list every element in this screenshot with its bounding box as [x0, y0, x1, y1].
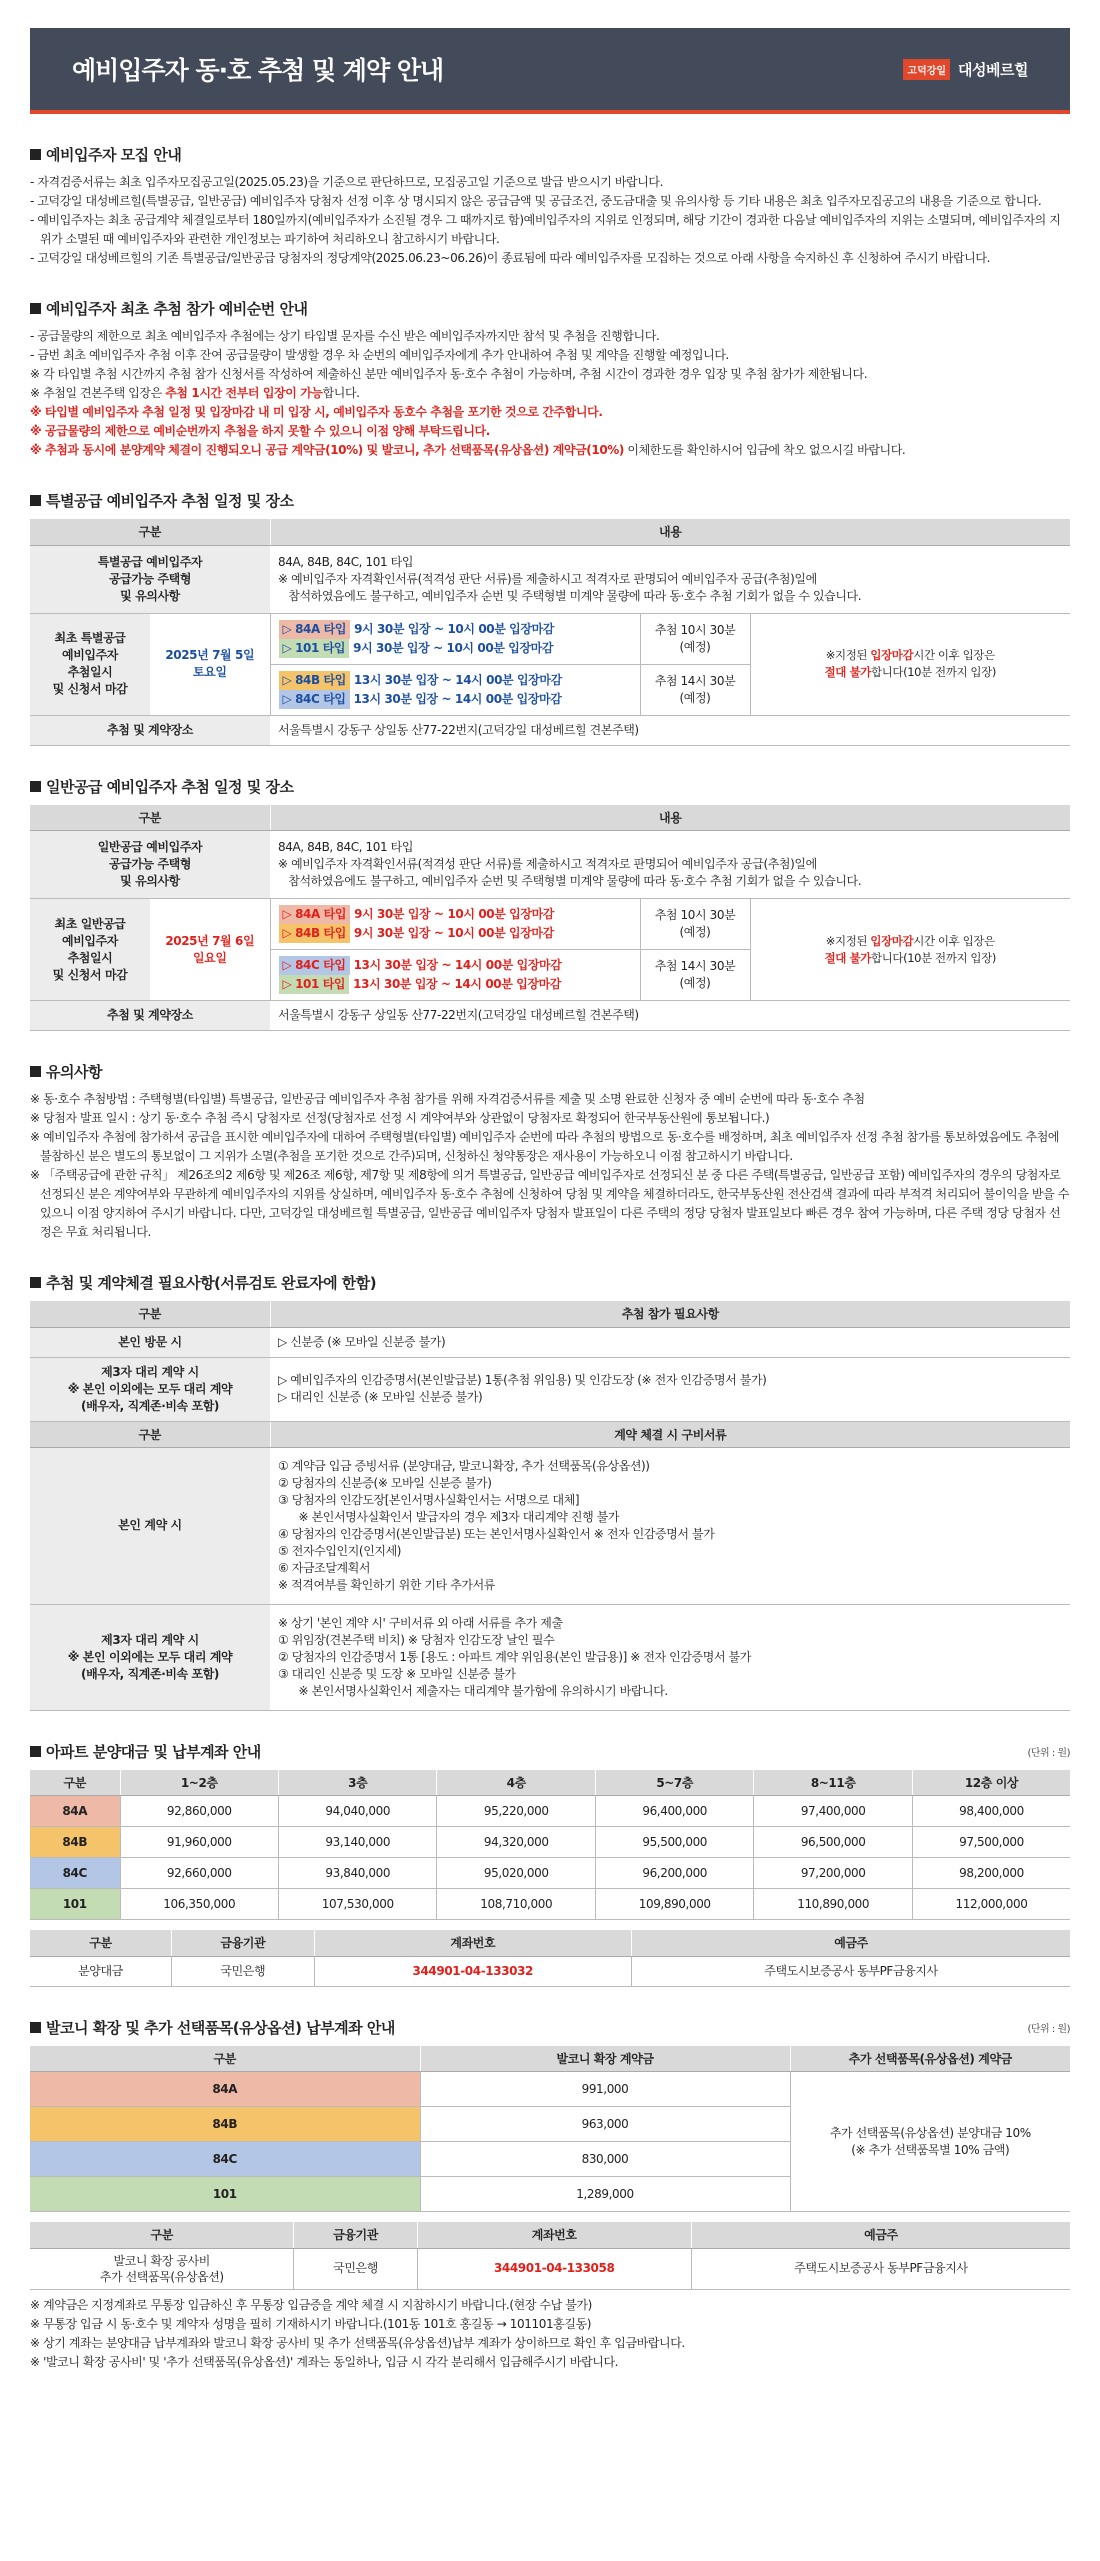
draw-date: 2025년 7월 6일 일요일 — [150, 899, 270, 1001]
account-type: 발코니 확장 공사비 추가 선택품목(유상옵션) — [30, 2248, 294, 2289]
col-header: 예금주 — [631, 1930, 1070, 1956]
note-warning: ※ 추첨과 동시에 분양계약 체결이 진행되오니 공급 계약금(10%) 및 발코니, 추가 선택품목(유상옵션) 계약금(10%) 이체한도를 확인하시어 입금에 착오 없으시길 바랍니다. — [30, 443, 906, 457]
schedule-table — [30, 805, 1070, 1032]
note: ※ 예비입주자 자격확인서류(적격성 판단 서류)를 제출하시고 적격자로 판명되어 예비입주자 공급(추첨)일에 참석하였음에도 불구하고, 예비입주자 순번 및 주택형별 미계약 물량에 따라 동·호수 추첨 기회가 없을 수 있습니다. — [278, 857, 862, 888]
price-cell: 108,710,000 — [437, 1889, 595, 1920]
time-slot — [279, 620, 632, 639]
time-slots — [270, 899, 640, 950]
bullet-square-icon — [30, 2022, 41, 2033]
draw-time: 추첨 14시 30분 (예정) — [640, 950, 750, 1001]
col-header: 1~2층 — [120, 1770, 278, 1796]
notes-list — [30, 1090, 1070, 1242]
slot-time: 13시 30분 입장 ~ 14시 00분 입장마감 — [353, 691, 562, 706]
price-cell: 92,860,000 — [120, 1796, 278, 1827]
row-content: ▷ 예비입주자의 인감증명서(본인발급분) 1통(추첨 위임용) 및 인감도장 (※ 전자 인감증명서 불가) ▷ 대리인 신분증 (※ 모바일 신분증 불가) — [270, 1357, 1070, 1421]
unit-label: (단위 : 원) — [1027, 2023, 1070, 2035]
section-general-schedule — [30, 776, 1070, 1032]
type-tag: ▷ 84C 타입 — [279, 956, 350, 975]
type-tag: ▷ 84C 타입 — [279, 690, 350, 709]
note: - 예비입주자는 최초 공급계약 체결일로부터 180일까지(예비입주자가 소진될 경우 그 때까지로 함)예비입주자의 지위로 인정되며, 해당 기간이 경과한 다음날 예비입주자의 지위는 소멸되며, 예비입주자의 지위가 소멸된 때 예비입주자와 관련한 개인정보는 파기하여 처리하오니 참고하시기 바랍니다. — [30, 213, 1061, 246]
time-slot — [279, 975, 632, 994]
note: ※ 상기 계좌는 분양대금 납부계좌와 발코니 확장 공사비 및 추가 선택품목(유상옵션)납부 계좌가 상이하므로 확인 후 입금바랍니다. — [30, 2335, 685, 2350]
col-header: 구분 — [30, 1930, 171, 1956]
notes-list — [30, 327, 1070, 460]
note: ※ 예비입주자 추첨에 참가하셔 공급을 표시한 예비입주자에 대하여 주택형별(타입별) 예비입주자 순번에 따라 추첨의 방법으로 동·호수를 배정하며, 최초 예비입주자 선정 추첨 참가를 통보하였음에도 추첨에 불참하신 분은 별도의 통보없이 그 지위가 소멸(추첨을 포기한 것으로 간주)되며, 신청하신 청약통장은 재사용이 가능하오니 이점 참고하시기 바랍니다. — [30, 1130, 1060, 1163]
price-cell: 94,320,000 — [437, 1827, 595, 1858]
account-number: 344901-04-133032 — [314, 1956, 631, 1986]
note: - 자격검증서류는 최초 입주자모집공고일(2025.05.23)을 기준으로 판단하므로, 모집공고일 기준으로 발급 받으시기 바랍니다. — [30, 175, 664, 189]
row-label: 최초 일반공급 예비입주자 추첨일시 및 신청서 마감 — [30, 899, 150, 1001]
slot-time: 13시 30분 입장 ~ 14시 00분 입장마감 — [353, 958, 562, 972]
bullet-square-icon — [30, 781, 41, 792]
row-label: 일반공급 예비입주자 공급가능 주택형 및 유의사항 — [30, 831, 270, 899]
table-row — [30, 2072, 1070, 2107]
entry-warning — [750, 899, 1070, 1001]
brand-logo — [903, 59, 1028, 80]
row-label: 제3자 대리 계약 시 ※ 본인 이외에는 모두 대리 계약 (배우자, 직계존·비속 포함) — [30, 1357, 270, 1421]
section-title: 아파트 분양대금 및 납부계좌 안내 (단위 : 원) — [30, 1741, 1070, 1762]
note: - 공급물량의 제한으로 최초 예비입주자 추첨에는 상기 타입별 문자를 수신 받은 예비입주자까지만 참석 및 추첨을 진행합니다. — [30, 329, 660, 343]
draw-time: 추첨 10시 30분 (예정) — [640, 899, 750, 950]
unit-type: 84B — [30, 2107, 420, 2142]
col-header: 구분 — [30, 1421, 270, 1447]
price-cell: 96,200,000 — [595, 1858, 753, 1889]
col-header: 4층 — [437, 1770, 595, 1796]
slot-time: 9시 30분 입장 ~ 10시 00분 입장마감 — [353, 640, 554, 655]
section-title: 예비입주자 모집 안내 — [30, 144, 1070, 165]
price-cell: 106,350,000 — [120, 1889, 278, 1920]
col-header: 구분 — [30, 1770, 120, 1796]
account-bank: 국민은행 — [171, 1956, 314, 1986]
row-content: ▷ 신분증 (※ 모바일 신분증 불가) — [270, 1327, 1070, 1357]
col-header: 추첨 참가 필요사항 — [270, 1301, 1070, 1327]
col-header: 구분 — [30, 1301, 270, 1327]
notes-list — [30, 173, 1070, 268]
supply-types: 84A, 84B, 84C, 101 타입 — [278, 554, 414, 569]
section-title: 발코니 확장 및 추가 선택품목(유상옵션) 납부계좌 안내 (단위 : 원) — [30, 2017, 1070, 2038]
col-header: 발코니 확장 계약금 — [420, 2046, 790, 2072]
note: ※ 당첨자 발표 일시 : 상기 동·호수 추첨 즉시 당첨자로 선정(당첨자로 선정 시 계약여부와 상관없이 당첨자로 확정되어 한국부동산원에 통보됩니다.) — [30, 1111, 770, 1125]
section-title: 예비입주자 최초 추첨 참가 예비순번 안내 — [30, 298, 1070, 319]
entry-warning — [750, 613, 1070, 715]
row-label: 추첨 및 계약장소 — [30, 1001, 270, 1031]
section-cautions — [30, 1061, 1070, 1242]
warn-red: 입장마감 — [870, 648, 914, 662]
unit-type: 84A — [30, 2072, 420, 2107]
time-slot — [279, 956, 632, 975]
price-cell: 95,220,000 — [437, 1796, 595, 1827]
warn-text: 합니다(10분 전까지 입장) — [871, 665, 996, 679]
price-cell: 91,960,000 — [120, 1827, 278, 1858]
note: - 고덕강일 대성베르힐(특별공급, 일반공급) 예비입주자 당첨자 선정 이후 상 명시되지 않은 공급금액 및 공급조건, 중도금대출 및 유의사항 등 기타 내용은 최초 입주자모집공고의 내용을 기준으로 합니다. — [30, 194, 1042, 208]
bullet-square-icon — [30, 495, 41, 506]
row-label: 최초 특별공급 예비입주자 추첨일시 및 신청서 마감 — [30, 613, 150, 715]
price-cell: 112,000,000 — [912, 1889, 1070, 1920]
row-content: ※ 상기 '본인 계약 시' 구비서류 외 아래 서류를 추가 제출 ① 위임장(견본주택 비치) ※ 당첨자 인감도장 날인 필수 ② 당첨자의 인감증명서 1통 [용도 : 아파트 계약 위임용(본인 발급용)] ※ 전자 인감증명서 불가 ③ 대리인 신분증 및 도장 ※ 모바일 신분증 불가 ※ 본인서명사실확인서 제출자는 대리계약 불가함에 유의하시기 바랍니다. — [270, 1604, 1070, 1710]
row-label: 본인 방문 시 — [30, 1327, 270, 1357]
note: ※ 각 타입별 추첨 시간까지 추첨 참가 신청서를 작성하여 제출하신 분만 예비입주자 동·호수 추첨이 가능하며, 추첨 시간이 경과한 경우 입장 및 추첨 참가가 제한됩니다. — [30, 367, 868, 381]
note: ※ 예비입주자 자격확인서류(적격성 판단 서류)를 제출하시고 적격자로 판명되어 예비입주자 공급(추첨)일에 참석하였음에도 불구하고, 예비입주자 순번 및 주택형별 미계약 물량에 따라 동·호수 추첨 기회가 없을 수 있습니다. — [278, 571, 862, 603]
account-bank: 국민은행 — [294, 2248, 417, 2289]
balcony-deposit: 963,000 — [420, 2107, 790, 2142]
notes-list — [30, 2296, 1070, 2372]
section-apartment-price — [30, 1741, 1070, 1987]
col-header: 구분 — [30, 805, 270, 831]
slot-time: 9시 30분 입장 ~ 10시 00분 입장마감 — [354, 907, 554, 921]
price-cell: 98,200,000 — [912, 1858, 1070, 1889]
price-cell: 107,530,000 — [278, 1889, 436, 1920]
col-header: 내용 — [270, 519, 1070, 545]
price-cell: 95,020,000 — [437, 1858, 595, 1889]
note: ※ 무통장 입금 시 동·호수 및 계약자 성명을 필히 기재하시기 바랍니다.(101동 101호 홍길동 → 101101홍길동) — [30, 2316, 592, 2331]
balcony-deposit: 991,000 — [420, 2072, 790, 2107]
price-cell: 93,140,000 — [278, 1827, 436, 1858]
price-cell: 98,400,000 — [912, 1796, 1070, 1827]
section-balcony-option — [30, 2017, 1070, 2372]
row-label: 추첨 및 계약장소 — [30, 715, 270, 745]
price-cell: 109,890,000 — [595, 1889, 753, 1920]
row-content — [270, 545, 1070, 613]
col-header: 12층 이상 — [912, 1770, 1070, 1796]
unit-type: 84B — [30, 1827, 120, 1858]
col-header: 계좌번호 — [417, 2222, 691, 2248]
col-header: 내용 — [270, 805, 1070, 831]
warn-text: 시간 이후 입장은 — [913, 648, 995, 662]
option-deposit: 추가 선택품목(유상옵션) 분양대금 10% (※ 추가 선택품목별 10% 금액) — [790, 2072, 1070, 2212]
documents-table — [30, 1301, 1070, 1711]
bullet-square-icon — [30, 1746, 41, 1757]
price-cell: 92,660,000 — [120, 1858, 278, 1889]
balcony-deposit: 1,289,000 — [420, 2177, 790, 2212]
note-warning: ※ 공급물량의 제한으로 예비순번까지 추첨을 하지 못할 수 있으니 이점 양해 부탁드립니다. — [30, 424, 490, 438]
row-label: 본인 계약 시 — [30, 1447, 270, 1604]
account-owner: 주택도시보증공사 동부PF금융지사 — [691, 2248, 1070, 2289]
type-tag: ▷ 101 타입 — [279, 639, 350, 658]
account-table — [30, 1930, 1070, 1987]
unit-type: 101 — [30, 1889, 120, 1920]
price-cell: 96,500,000 — [754, 1827, 912, 1858]
section-title: 유의사항 — [30, 1061, 1070, 1082]
unit-type: 84C — [30, 1858, 120, 1889]
col-header: 구분 — [30, 2046, 420, 2072]
price-table — [30, 1770, 1070, 1921]
account-number: 344901-04-133058 — [417, 2248, 691, 2289]
row-label: 제3자 대리 계약 시 ※ 본인 이외에는 모두 대리 계약 (배우자, 직계존·비속 포함) — [30, 1604, 270, 1710]
draw-date: 2025년 7월 5일 토요일 — [150, 613, 270, 715]
col-header: 5~7층 — [595, 1770, 753, 1796]
account-type: 분양대금 — [30, 1956, 171, 1986]
unit-type: 84C — [30, 2142, 420, 2177]
warn-text: ※지정된 — [825, 933, 871, 948]
time-slot — [279, 905, 632, 924]
col-header: 8~11층 — [754, 1770, 912, 1796]
col-header: 추가 선택품목(유상옵션) 계약금 — [790, 2046, 1070, 2072]
col-header: 3층 — [278, 1770, 436, 1796]
bullet-square-icon — [30, 1066, 41, 1077]
section-title: 일반공급 예비입주자 추첨 일정 및 장소 — [30, 776, 1070, 797]
brand-badge: 고덕강일 — [903, 59, 950, 80]
type-tag: ▷ 84A 타입 — [279, 620, 351, 639]
table-row — [30, 1858, 1070, 1889]
price-cell: 97,200,000 — [754, 1858, 912, 1889]
section-order — [30, 298, 1070, 460]
section-recruit — [30, 144, 1070, 268]
supply-types: 84A, 84B, 84C, 101 타입 — [278, 840, 414, 854]
note: - 고덕강일 대성베르힐의 기존 특별공급/일반공급 당첨자의 정당계약(2025.06.23~06.26)이 종료됨에 따라 예비입주자를 모집하는 것으로 아래 사항을 숙지하신 후 신청하여 주시기 바랍니다. — [30, 251, 990, 265]
bullet-square-icon — [30, 149, 41, 160]
bullet-square-icon — [30, 303, 41, 314]
account-table — [30, 2222, 1070, 2290]
balcony-table — [30, 2046, 1070, 2213]
account-owner: 주택도시보증공사 동부PF금융지사 — [631, 1956, 1070, 1986]
note: ※ 동·호수 추첨방법 : 주택형별(타입별) 특별공급, 일반공급 예비입주자 추첨 참가를 위해 자격검증서류를 제출 및 소명 완료한 신청자 중 예비 순번에 따라 동·호수 추첨 — [30, 1092, 865, 1106]
unit-type: 84A — [30, 1796, 120, 1827]
place: 서울특별시 강동구 상일동 산77-22번지(고덕강일 대성베르힐 견본주택) — [270, 715, 1070, 745]
warn-text: ※지정된 — [825, 648, 871, 662]
type-tag: ▷ 84B 타입 — [279, 924, 350, 943]
col-header: 구분 — [30, 2222, 294, 2248]
draw-time: 추첨 14시 30분 (예정) — [640, 664, 750, 715]
table-row — [30, 1796, 1070, 1827]
price-cell: 94,040,000 — [278, 1796, 436, 1827]
unit-label: (단위 : 원) — [1027, 1747, 1070, 1759]
note: ※ 「주택공급에 관한 규칙」 제26조의2 제6항 및 제26조 제6항, 제7항 및 제8항에 의거 특별공급, 일반공급 예비입주자로 선정되신 분 중 다른 주택(특별공급, 일반공급 포함) 예비입주자의 경우의 당첨자로 선정되신 분은 계약여부와 무관하게 예비입주자의 지위를 상실하며, 예비입주자 동·호수 추첨에 신청하여 당첨 및 계약을 체결하더라도, 한국부동산원 전산검색 결과에 따라 부적격 처리되어 불이익을 받을 수 있으니 이점 양지하여 주시기 바랍니다. 다만, 고덕강일 대성베르힐 특별공급, 일반공급 예비입주자 당첨자 발표일이 다른 주택의 정당 당첨자 발표일보다 빠른 경우 참여 가능하며, 다른 주택 정당 당첨자 선정은 무효 처리됩니다. — [30, 1168, 1069, 1239]
col-header: 계약 체결 시 구비서류 — [270, 1421, 1070, 1447]
place: 서울특별시 강동구 상일동 산77-22번지(고덕강일 대성베르힐 견본주택) — [270, 1001, 1070, 1031]
balcony-deposit: 830,000 — [420, 2142, 790, 2177]
time-slot — [279, 690, 632, 709]
note: ※ '발코니 확장 공사비' 및 '추가 선택품목(유상옵션)' 계좌는 동일하나, 입금 시 각각 분리해서 입금해주시기 바랍니다. — [30, 2354, 619, 2369]
bullet-square-icon — [30, 1277, 41, 1288]
header-banner — [30, 28, 1070, 114]
note: - 금번 최초 예비입주자 추첨 이후 잔여 공급물량이 발생할 경우 차 순번의 예비입주자에게 추가 안내하여 추첨 및 계약을 진행할 예정입니다. — [30, 348, 729, 362]
warn-red: 절대 불가 — [824, 950, 872, 965]
price-cell: 95,500,000 — [595, 1827, 753, 1858]
row-content — [270, 831, 1070, 899]
type-tag: ▷ 84B 타입 — [279, 671, 350, 690]
slot-time: 13시 30분 입장 ~ 14시 00분 입장마감 — [353, 977, 561, 991]
time-slots — [270, 664, 640, 715]
col-header: 금융기관 — [171, 1930, 314, 1956]
draw-time: 추첨 10시 30분 (예정) — [640, 613, 750, 664]
time-slot — [279, 639, 632, 658]
unit-type: 101 — [30, 2177, 420, 2212]
price-cell: 93,840,000 — [278, 1858, 436, 1889]
time-slot — [279, 671, 632, 690]
price-cell: 97,500,000 — [912, 1827, 1070, 1858]
price-cell: 110,890,000 — [754, 1889, 912, 1920]
col-header: 예금주 — [691, 2222, 1070, 2248]
section-special-schedule — [30, 490, 1070, 746]
row-content: ① 계약금 입금 증빙서류 (분양대금, 발코니확장, 추가 선택품목(유상옵션)) ② 당첨자의 신분증(※ 모바일 신분증 불가) ③ 당첨자의 인감도장[본인서명사실확인서는 서명으로 대체] ※ 본인서명사실확인서 발급자의 경우 제3자 대리계약 진행 불가 ④ 당첨자의 인감증명서(본인발급분) 또는 본인서명사실확인서 ※ 전자 인감증명서 불가 ⑤ 전자수입인지(인지세) ⑥ 자금조달계획서 ※ 적격여부를 확인하기 위한 기타 추가서류 — [270, 1447, 1070, 1604]
warn-red: 절대 불가 — [824, 665, 872, 679]
col-header: 계좌번호 — [314, 1930, 631, 1956]
slot-time: 13시 30분 입장 ~ 14시 00분 입장마감 — [353, 672, 562, 687]
warn-text: 합니다(10분 전까지 입장) — [871, 950, 996, 965]
note: ※ 추첨일 견본주택 입장은 추첨 1시간 전부터 입장이 가능합니다. — [30, 386, 360, 400]
section-documents — [30, 1272, 1070, 1711]
warn-text: 시간 이후 입장은 — [913, 933, 995, 948]
time-slot — [279, 924, 632, 943]
schedule-table — [30, 519, 1070, 746]
table-row — [30, 1889, 1070, 1920]
slot-time: 9시 30분 입장 ~ 10시 00분 입장마감 — [354, 621, 554, 636]
col-header: 금융기관 — [294, 2222, 417, 2248]
note-warning: ※ 타입별 예비입주자 추첨 일정 및 입장마감 내 미 입장 시, 예비입주자 동호수 추첨을 포기한 것으로 간주합니다. — [30, 405, 603, 419]
slot-time: 9시 30분 입장 ~ 10시 00분 입장마감 — [353, 926, 554, 940]
row-label: 특별공급 예비입주자 공급가능 주택형 및 유의사항 — [30, 545, 270, 613]
note: ※ 계약금은 지정계좌로 무통장 입금하신 후 무통장 입금증을 계약 체결 시 지참하시기 바랍니다.(현장 수납 불가) — [30, 2297, 592, 2312]
page-title: 예비입주자 동·호 추첨 및 계약 안내 — [72, 56, 444, 85]
warn-red: 입장마감 — [870, 933, 914, 948]
col-header: 구분 — [30, 519, 270, 545]
time-slots — [270, 613, 640, 664]
price-cell: 97,400,000 — [754, 1796, 912, 1827]
price-cell: 96,400,000 — [595, 1796, 753, 1827]
section-title: 특별공급 예비입주자 추첨 일정 및 장소 — [30, 490, 1070, 511]
type-tag: ▷ 101 타입 — [279, 975, 350, 994]
table-row — [30, 1827, 1070, 1858]
brand-name: 대성베르힐 — [958, 60, 1028, 79]
type-tag: ▷ 84A 타입 — [279, 905, 351, 924]
time-slots — [270, 950, 640, 1001]
section-title: 추첨 및 계약체결 필요사항(서류검토 완료자에 한함) — [30, 1272, 1070, 1293]
